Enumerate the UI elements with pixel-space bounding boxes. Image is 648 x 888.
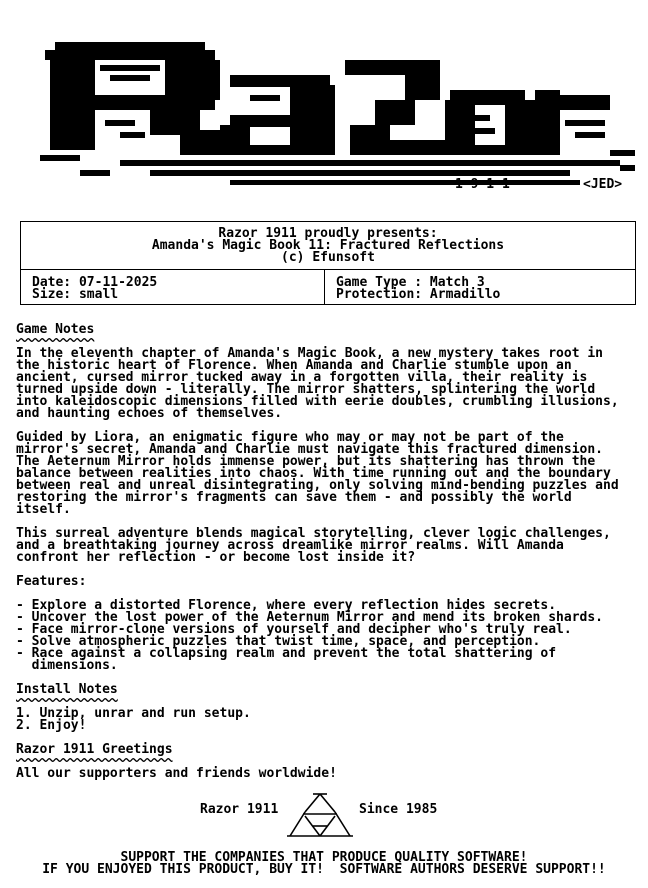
header-column-divider [324,269,325,305]
footer-left-text: Razor 1911 [200,802,279,817]
release-title: Amanda's Magic Book 11: Fractured Reflections [151,238,505,253]
footer-line-2: IF YOU ENJOYED THIS PRODUCT, BUY IT! SOFTWARE AUTHORS DESERVE SUPPORT!! [42,862,606,877]
game-notes-paragraph-1: In the eleventh chapter of Amanda's Magic Book, a new mystery takes root in the historic heart of Florence. When Amanda and Charlie stumble upon an ancient, cursed mirror tucked away in a forgotten villa, their reality is turned upside down - literally. The mirror shatters, splintering the world into kaleidoscopic dimensions filled with eerie doubles, crumbling illusions, and haunting echoes of themselves. [16,346,619,421]
razor-logo-art [20,20,635,195]
install-step: 2. Enjoy! [16,718,87,733]
release-copyright: (c) Efunsoft [281,250,375,265]
razor-logo [20,20,635,195]
presents-line: Razor 1911 proudly presents: [218,226,438,241]
release-info-box [20,221,636,305]
release-header [21,228,635,264]
header-divider [21,269,635,270]
release-date: Date: 07-11-2025 [32,275,158,290]
greetings-title: Razor 1911 Greetings [16,742,173,757]
feature-item: - Face mirror-clone versions of yourself and decipher who's truly real. [16,622,572,637]
greetings-text: All our supporters and friends worldwide! [16,766,337,781]
install-notes-title: Install Notes [16,682,118,697]
footer-logo [0,792,648,842]
release-size: Size: small [32,287,119,302]
protection: Protection: Armadillo [336,287,501,302]
feature-item: - Uncover the lost power of the Aeternum Mirror and mend its broken shards. [16,610,603,625]
feature-item: - Solve atmospheric puzzles that twist time, space, and perception. [16,634,541,649]
feature-item: - Race against a collapsing realm and prevent the total shattering of dimensions. [16,646,557,673]
game-notes-paragraph-3: This surreal adventure blends magical storytelling, clever logic challenges, and a breathtaking journey across dreamlike mirror realms. Will Amanda confront her reflection - or become lost inside it? [16,526,611,565]
install-step: 1. Unzip, unrar and run setup. [16,706,251,721]
logo-signature: <JED> [583,177,623,192]
game-notes-paragraph-2: Guided by Liora, an enigmatic figure who may or may not be part of the mirror's secret, Amanda and Charlie must navigate this fractured dimension. The Aeternum Mirror holds immense power, but its shattering has thrown the balance between realities into chaos. With time running out and the boundary between real and unreal disintegrating, only solving mind-bending puzzles and restoring the mirror's fragments can save them - and possibly the world itself. [16,430,619,517]
footer-right-text: Since 1985 [359,802,438,817]
logo-subtitle [455,179,635,215]
logo-number: 1 9 1 1 [455,177,510,192]
footer-line-1: SUPPORT THE COMPANIES THAT PRODUCE QUALITY SOFTWARE! [120,850,528,865]
game-notes-title: Game Notes [16,322,95,337]
release-details-right [336,277,500,301]
footer-message [0,852,648,876]
release-details-left [32,277,157,301]
nfo-body [16,324,641,780]
triangle-icon [285,792,355,840]
feature-item: - Explore a distorted Florence, where every reflection hides secrets. [16,598,557,613]
game-type: Game Type : Match 3 [336,275,485,290]
features-title: Features: [16,574,87,589]
